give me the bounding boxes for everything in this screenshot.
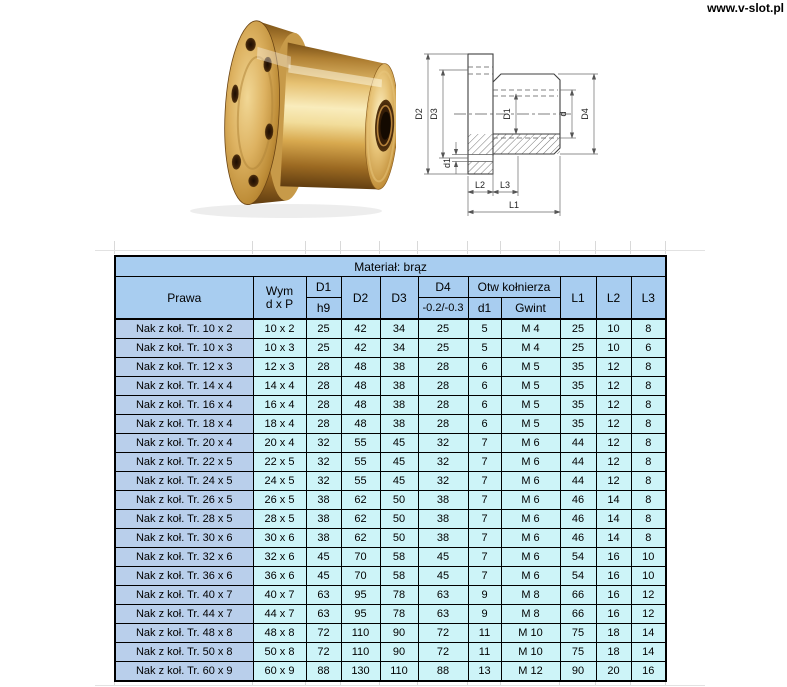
row-value-cell: 44: [560, 434, 596, 453]
row-label-cell: Nak z koł. Tr. 10 x 2: [115, 319, 253, 339]
row-value-cell: M 5: [501, 358, 560, 377]
product-photo: [158, 8, 396, 222]
row-value-cell: 63: [306, 586, 341, 605]
table-row: [115, 339, 666, 358]
row-value-cell: 12: [596, 377, 631, 396]
row-label-cell: Nak z koł. Tr. 14 x 4: [115, 377, 253, 396]
row-value-cell: 95: [341, 586, 380, 605]
row-value-cell: M 12: [501, 662, 560, 682]
row-value-cell: 12: [596, 358, 631, 377]
row-value-cell: 30 x 6: [253, 529, 306, 548]
row-value-cell: 32: [418, 453, 468, 472]
row-value-cell: 88: [306, 662, 341, 682]
row-value-cell: 34: [380, 339, 418, 358]
row-label-cell: Nak z koł. Tr. 18 x 4: [115, 415, 253, 434]
row-value-cell: 35: [560, 377, 596, 396]
row-value-cell: 50: [380, 491, 418, 510]
row-value-cell: 38: [380, 377, 418, 396]
hidden-lines: [468, 67, 558, 138]
col-header-wym-line1: Wym: [265, 283, 294, 298]
gridline: [95, 685, 705, 686]
row-value-cell: 44: [560, 472, 596, 491]
dim-label-L2: L2: [474, 180, 486, 190]
table-row: [115, 472, 666, 491]
row-value-cell: M 10: [501, 624, 560, 643]
table-row: [115, 453, 666, 472]
row-value-cell: 58: [380, 548, 418, 567]
row-value-cell: 7: [468, 567, 501, 586]
row-label-cell: Nak z koł. Tr. 20 x 4: [115, 434, 253, 453]
row-value-cell: M 6: [501, 472, 560, 491]
row-value-cell: 78: [380, 605, 418, 624]
row-value-cell: 38: [418, 529, 468, 548]
row-value-cell: 38: [418, 510, 468, 529]
row-value-cell: 6: [468, 377, 501, 396]
table-row: [115, 624, 666, 643]
row-value-cell: 48: [341, 415, 380, 434]
row-value-cell: 58: [380, 567, 418, 586]
row-value-cell: 12: [596, 415, 631, 434]
flange-nut-body: [220, 19, 396, 212]
row-value-cell: 38: [380, 415, 418, 434]
dim-label-D3: D3: [429, 108, 439, 120]
row-value-cell: M 6: [501, 567, 560, 586]
col-header-d1: d1: [468, 298, 501, 320]
dim-label-L1: L1: [508, 200, 520, 210]
row-value-cell: M 5: [501, 396, 560, 415]
row-value-cell: 18: [596, 624, 631, 643]
row-value-cell: 8: [631, 396, 666, 415]
row-value-cell: 48: [341, 396, 380, 415]
row-value-cell: 28: [306, 415, 341, 434]
row-value-cell: 6: [631, 339, 666, 358]
row-value-cell: 63: [306, 605, 341, 624]
row-value-cell: 8: [631, 529, 666, 548]
col-header-D3: D3: [380, 277, 418, 320]
row-value-cell: 46: [560, 529, 596, 548]
row-label-cell: Nak z koł. Tr. 24 x 5: [115, 472, 253, 491]
gridline-tick: [340, 241, 341, 254]
dim-label-d1: d1: [442, 157, 452, 169]
row-value-cell: 72: [418, 624, 468, 643]
row-value-cell: 7: [468, 472, 501, 491]
table-row: [115, 510, 666, 529]
row-value-cell: 50: [380, 510, 418, 529]
row-value-cell: 25: [418, 319, 468, 339]
row-value-cell: 8: [631, 377, 666, 396]
row-value-cell: 16: [596, 586, 631, 605]
row-label-cell: Nak z koł. Tr. 60 x 9: [115, 662, 253, 682]
row-value-cell: 10: [596, 339, 631, 358]
row-value-cell: M 6: [501, 548, 560, 567]
row-value-cell: 75: [560, 624, 596, 643]
col-header-tolerance: -0.2/-0.3: [418, 298, 468, 320]
table-row: [115, 643, 666, 662]
col-header-wym: [253, 277, 306, 320]
row-value-cell: 55: [341, 472, 380, 491]
row-value-cell: M 4: [501, 339, 560, 358]
gridline-tick: [630, 241, 631, 254]
row-value-cell: 25: [560, 339, 596, 358]
row-value-cell: M 8: [501, 605, 560, 624]
row-value-cell: 32: [306, 472, 341, 491]
row-value-cell: 12 x 3: [253, 358, 306, 377]
row-value-cell: 90: [380, 643, 418, 662]
row-value-cell: 20: [596, 662, 631, 682]
table-row: [115, 548, 666, 567]
spec-table-body: [115, 319, 666, 681]
row-value-cell: 88: [418, 662, 468, 682]
dim-label-L3: L3: [499, 180, 511, 190]
row-value-cell: 16: [631, 662, 666, 682]
row-value-cell: 28: [306, 358, 341, 377]
row-value-cell: 45: [306, 548, 341, 567]
row-value-cell: 45: [380, 472, 418, 491]
photo-shadow: [190, 204, 382, 218]
row-value-cell: 72: [418, 643, 468, 662]
row-value-cell: 8: [631, 434, 666, 453]
row-value-cell: 110: [380, 662, 418, 682]
row-value-cell: M 5: [501, 377, 560, 396]
row-value-cell: 24 x 5: [253, 472, 306, 491]
row-value-cell: 72: [306, 643, 341, 662]
row-value-cell: 32: [306, 434, 341, 453]
col-header-prawa: Prawa: [115, 277, 253, 320]
row-value-cell: 75: [560, 643, 596, 662]
row-value-cell: 8: [631, 319, 666, 339]
row-value-cell: 12: [631, 586, 666, 605]
row-value-cell: 9: [468, 586, 501, 605]
row-value-cell: 14 x 4: [253, 377, 306, 396]
row-value-cell: 12: [596, 453, 631, 472]
row-value-cell: 45: [380, 434, 418, 453]
row-value-cell: 28: [418, 377, 468, 396]
row-value-cell: M 6: [501, 434, 560, 453]
row-value-cell: M 5: [501, 415, 560, 434]
row-label-cell: Nak z koł. Tr. 30 x 6: [115, 529, 253, 548]
row-label-cell: Nak z koł. Tr. 40 x 7: [115, 586, 253, 605]
row-value-cell: M 4: [501, 319, 560, 339]
row-value-cell: 16 x 4: [253, 396, 306, 415]
row-value-cell: 42: [341, 319, 380, 339]
gridline-tick: [467, 241, 468, 254]
row-value-cell: 25: [306, 339, 341, 358]
row-value-cell: 44 x 7: [253, 605, 306, 624]
row-value-cell: M 6: [501, 529, 560, 548]
table-row: [115, 662, 666, 682]
row-value-cell: 46: [560, 491, 596, 510]
row-value-cell: 40 x 7: [253, 586, 306, 605]
table-row: [115, 396, 666, 415]
row-label-cell: Nak z koł. Tr. 48 x 8: [115, 624, 253, 643]
row-value-cell: 10 x 3: [253, 339, 306, 358]
row-value-cell: 95: [341, 605, 380, 624]
col-header-h9: h9: [306, 298, 341, 320]
row-value-cell: 62: [341, 529, 380, 548]
row-value-cell: 28: [306, 377, 341, 396]
row-value-cell: 38: [418, 491, 468, 510]
row-value-cell: 45: [380, 453, 418, 472]
row-value-cell: 25: [418, 339, 468, 358]
row-label-cell: Nak z koł. Tr. 12 x 3: [115, 358, 253, 377]
row-label-cell: Nak z koł. Tr. 26 x 5: [115, 491, 253, 510]
col-header-otw-kolnierza: Otw kołnierza: [468, 277, 560, 298]
col-header-wym-line2: d x P: [265, 296, 294, 311]
col-header-L1: L1: [560, 277, 596, 320]
row-label-cell: Nak z koł. Tr. 28 x 5: [115, 510, 253, 529]
row-value-cell: 6: [468, 415, 501, 434]
col-header-L3: L3: [631, 277, 666, 320]
row-value-cell: 8: [631, 453, 666, 472]
row-value-cell: 32: [306, 453, 341, 472]
table-row: [115, 434, 666, 453]
row-value-cell: M 6: [501, 453, 560, 472]
row-label-cell: Nak z koł. Tr. 22 x 5: [115, 453, 253, 472]
row-value-cell: 38: [306, 529, 341, 548]
gridline-tick: [500, 241, 501, 254]
row-value-cell: 63: [418, 586, 468, 605]
row-value-cell: 8: [631, 415, 666, 434]
dim-label-D1: D1: [502, 108, 512, 120]
table-row: [115, 605, 666, 624]
table-row: [115, 567, 666, 586]
row-value-cell: 48: [341, 377, 380, 396]
table-row: [115, 358, 666, 377]
row-value-cell: 32: [418, 434, 468, 453]
row-value-cell: 28: [306, 396, 341, 415]
row-value-cell: 60 x 9: [253, 662, 306, 682]
row-value-cell: M 8: [501, 586, 560, 605]
row-value-cell: 110: [341, 624, 380, 643]
website-url: www.v-slot.pl: [707, 1, 784, 15]
row-value-cell: 14: [596, 510, 631, 529]
row-value-cell: 54: [560, 548, 596, 567]
row-value-cell: 18: [596, 643, 631, 662]
row-label-cell: Nak z koł. Tr. 32 x 6: [115, 548, 253, 567]
gridline-tick: [305, 241, 306, 254]
row-value-cell: 36 x 6: [253, 567, 306, 586]
row-value-cell: 38: [306, 510, 341, 529]
row-value-cell: 12: [596, 434, 631, 453]
row-value-cell: 6: [468, 396, 501, 415]
row-value-cell: 7: [468, 491, 501, 510]
row-value-cell: 55: [341, 453, 380, 472]
row-value-cell: 90: [380, 624, 418, 643]
row-label-cell: Nak z koł. Tr. 10 x 3: [115, 339, 253, 358]
row-value-cell: 25: [560, 319, 596, 339]
row-value-cell: 16: [596, 567, 631, 586]
row-value-cell: 11: [468, 643, 501, 662]
row-value-cell: 32 x 6: [253, 548, 306, 567]
row-value-cell: M 6: [501, 510, 560, 529]
dim-label-d: d: [558, 111, 568, 117]
row-value-cell: 7: [468, 453, 501, 472]
row-value-cell: 28: [418, 415, 468, 434]
row-value-cell: 45: [418, 567, 468, 586]
row-value-cell: M 6: [501, 491, 560, 510]
table-row: [115, 377, 666, 396]
row-value-cell: 32: [418, 472, 468, 491]
row-value-cell: 7: [468, 529, 501, 548]
row-value-cell: 22 x 5: [253, 453, 306, 472]
gridline-tick: [595, 241, 596, 254]
row-value-cell: 48: [341, 358, 380, 377]
col-header-L2: L2: [596, 277, 631, 320]
row-value-cell: 70: [341, 567, 380, 586]
row-value-cell: 38: [380, 358, 418, 377]
row-value-cell: 48 x 8: [253, 624, 306, 643]
row-value-cell: 12: [596, 396, 631, 415]
col-header-D2: D2: [341, 277, 380, 320]
table-row: [115, 415, 666, 434]
row-value-cell: 16: [596, 548, 631, 567]
row-value-cell: 26 x 5: [253, 491, 306, 510]
row-value-cell: 7: [468, 434, 501, 453]
table-title: Materiał: brąz: [115, 256, 666, 277]
gridline-tick: [379, 241, 380, 254]
row-value-cell: 10: [631, 567, 666, 586]
dim-label-D4: D4: [580, 108, 590, 120]
row-value-cell: 130: [341, 662, 380, 682]
table-row: [115, 491, 666, 510]
row-value-cell: 10 x 2: [253, 319, 306, 339]
row-value-cell: 38: [306, 491, 341, 510]
table-row: [115, 529, 666, 548]
row-value-cell: 14: [596, 529, 631, 548]
row-value-cell: 70: [341, 548, 380, 567]
row-value-cell: 10: [631, 548, 666, 567]
row-value-cell: 7: [468, 510, 501, 529]
row-value-cell: 20 x 4: [253, 434, 306, 453]
row-value-cell: 13: [468, 662, 501, 682]
row-value-cell: 55: [341, 434, 380, 453]
row-value-cell: 28: [418, 396, 468, 415]
row-value-cell: 11: [468, 624, 501, 643]
row-value-cell: 8: [631, 491, 666, 510]
row-value-cell: 5: [468, 319, 501, 339]
row-value-cell: 7: [468, 548, 501, 567]
row-value-cell: 35: [560, 415, 596, 434]
row-value-cell: 34: [380, 319, 418, 339]
row-value-cell: 110: [341, 643, 380, 662]
col-header-D4: D4: [418, 277, 468, 298]
spec-table: [114, 255, 667, 682]
row-value-cell: 62: [341, 510, 380, 529]
row-value-cell: 50 x 8: [253, 643, 306, 662]
row-label-cell: Nak z koł. Tr. 16 x 4: [115, 396, 253, 415]
row-value-cell: 62: [341, 491, 380, 510]
gridline-tick: [252, 241, 253, 254]
row-label-cell: Nak z koł. Tr. 50 x 8: [115, 643, 253, 662]
row-value-cell: 14: [596, 491, 631, 510]
row-value-cell: 14: [631, 624, 666, 643]
row-value-cell: 10: [596, 319, 631, 339]
row-value-cell: 54: [560, 567, 596, 586]
gridline-tick: [417, 241, 418, 254]
table-row: [115, 319, 666, 339]
row-value-cell: 45: [306, 567, 341, 586]
row-value-cell: 63: [418, 605, 468, 624]
row-value-cell: 35: [560, 396, 596, 415]
row-value-cell: 42: [341, 339, 380, 358]
row-label-cell: Nak z koł. Tr. 36 x 6: [115, 567, 253, 586]
row-value-cell: 5: [468, 339, 501, 358]
gridline-tick: [559, 241, 560, 254]
row-value-cell: 6: [468, 358, 501, 377]
row-value-cell: 28 x 5: [253, 510, 306, 529]
row-value-cell: 14: [631, 643, 666, 662]
gridline-tick: [114, 241, 115, 254]
row-value-cell: 25: [306, 319, 341, 339]
row-label-cell: Nak z koł. Tr. 44 x 7: [115, 605, 253, 624]
row-value-cell: 50: [380, 529, 418, 548]
row-value-cell: 35: [560, 358, 596, 377]
table-row: [115, 586, 666, 605]
row-value-cell: 46: [560, 510, 596, 529]
row-value-cell: 45: [418, 548, 468, 567]
row-value-cell: 8: [631, 510, 666, 529]
row-value-cell: 18 x 4: [253, 415, 306, 434]
col-header-gwint: Gwint: [501, 298, 560, 320]
row-value-cell: 66: [560, 586, 596, 605]
row-value-cell: 66: [560, 605, 596, 624]
row-value-cell: 9: [468, 605, 501, 624]
col-header-D1: D1: [306, 277, 341, 298]
row-value-cell: M 10: [501, 643, 560, 662]
technical-drawing: [398, 30, 633, 230]
row-value-cell: 78: [380, 586, 418, 605]
dim-label-D2: D2: [414, 108, 424, 120]
row-value-cell: 16: [596, 605, 631, 624]
row-value-cell: 28: [418, 358, 468, 377]
row-value-cell: 44: [560, 453, 596, 472]
row-value-cell: 8: [631, 472, 666, 491]
row-value-cell: 12: [631, 605, 666, 624]
row-value-cell: 90: [560, 662, 596, 682]
row-value-cell: 12: [596, 472, 631, 491]
row-value-cell: 38: [380, 396, 418, 415]
gridline: [95, 250, 705, 251]
row-value-cell: 8: [631, 358, 666, 377]
gridline-tick: [665, 241, 666, 254]
row-value-cell: 72: [306, 624, 341, 643]
